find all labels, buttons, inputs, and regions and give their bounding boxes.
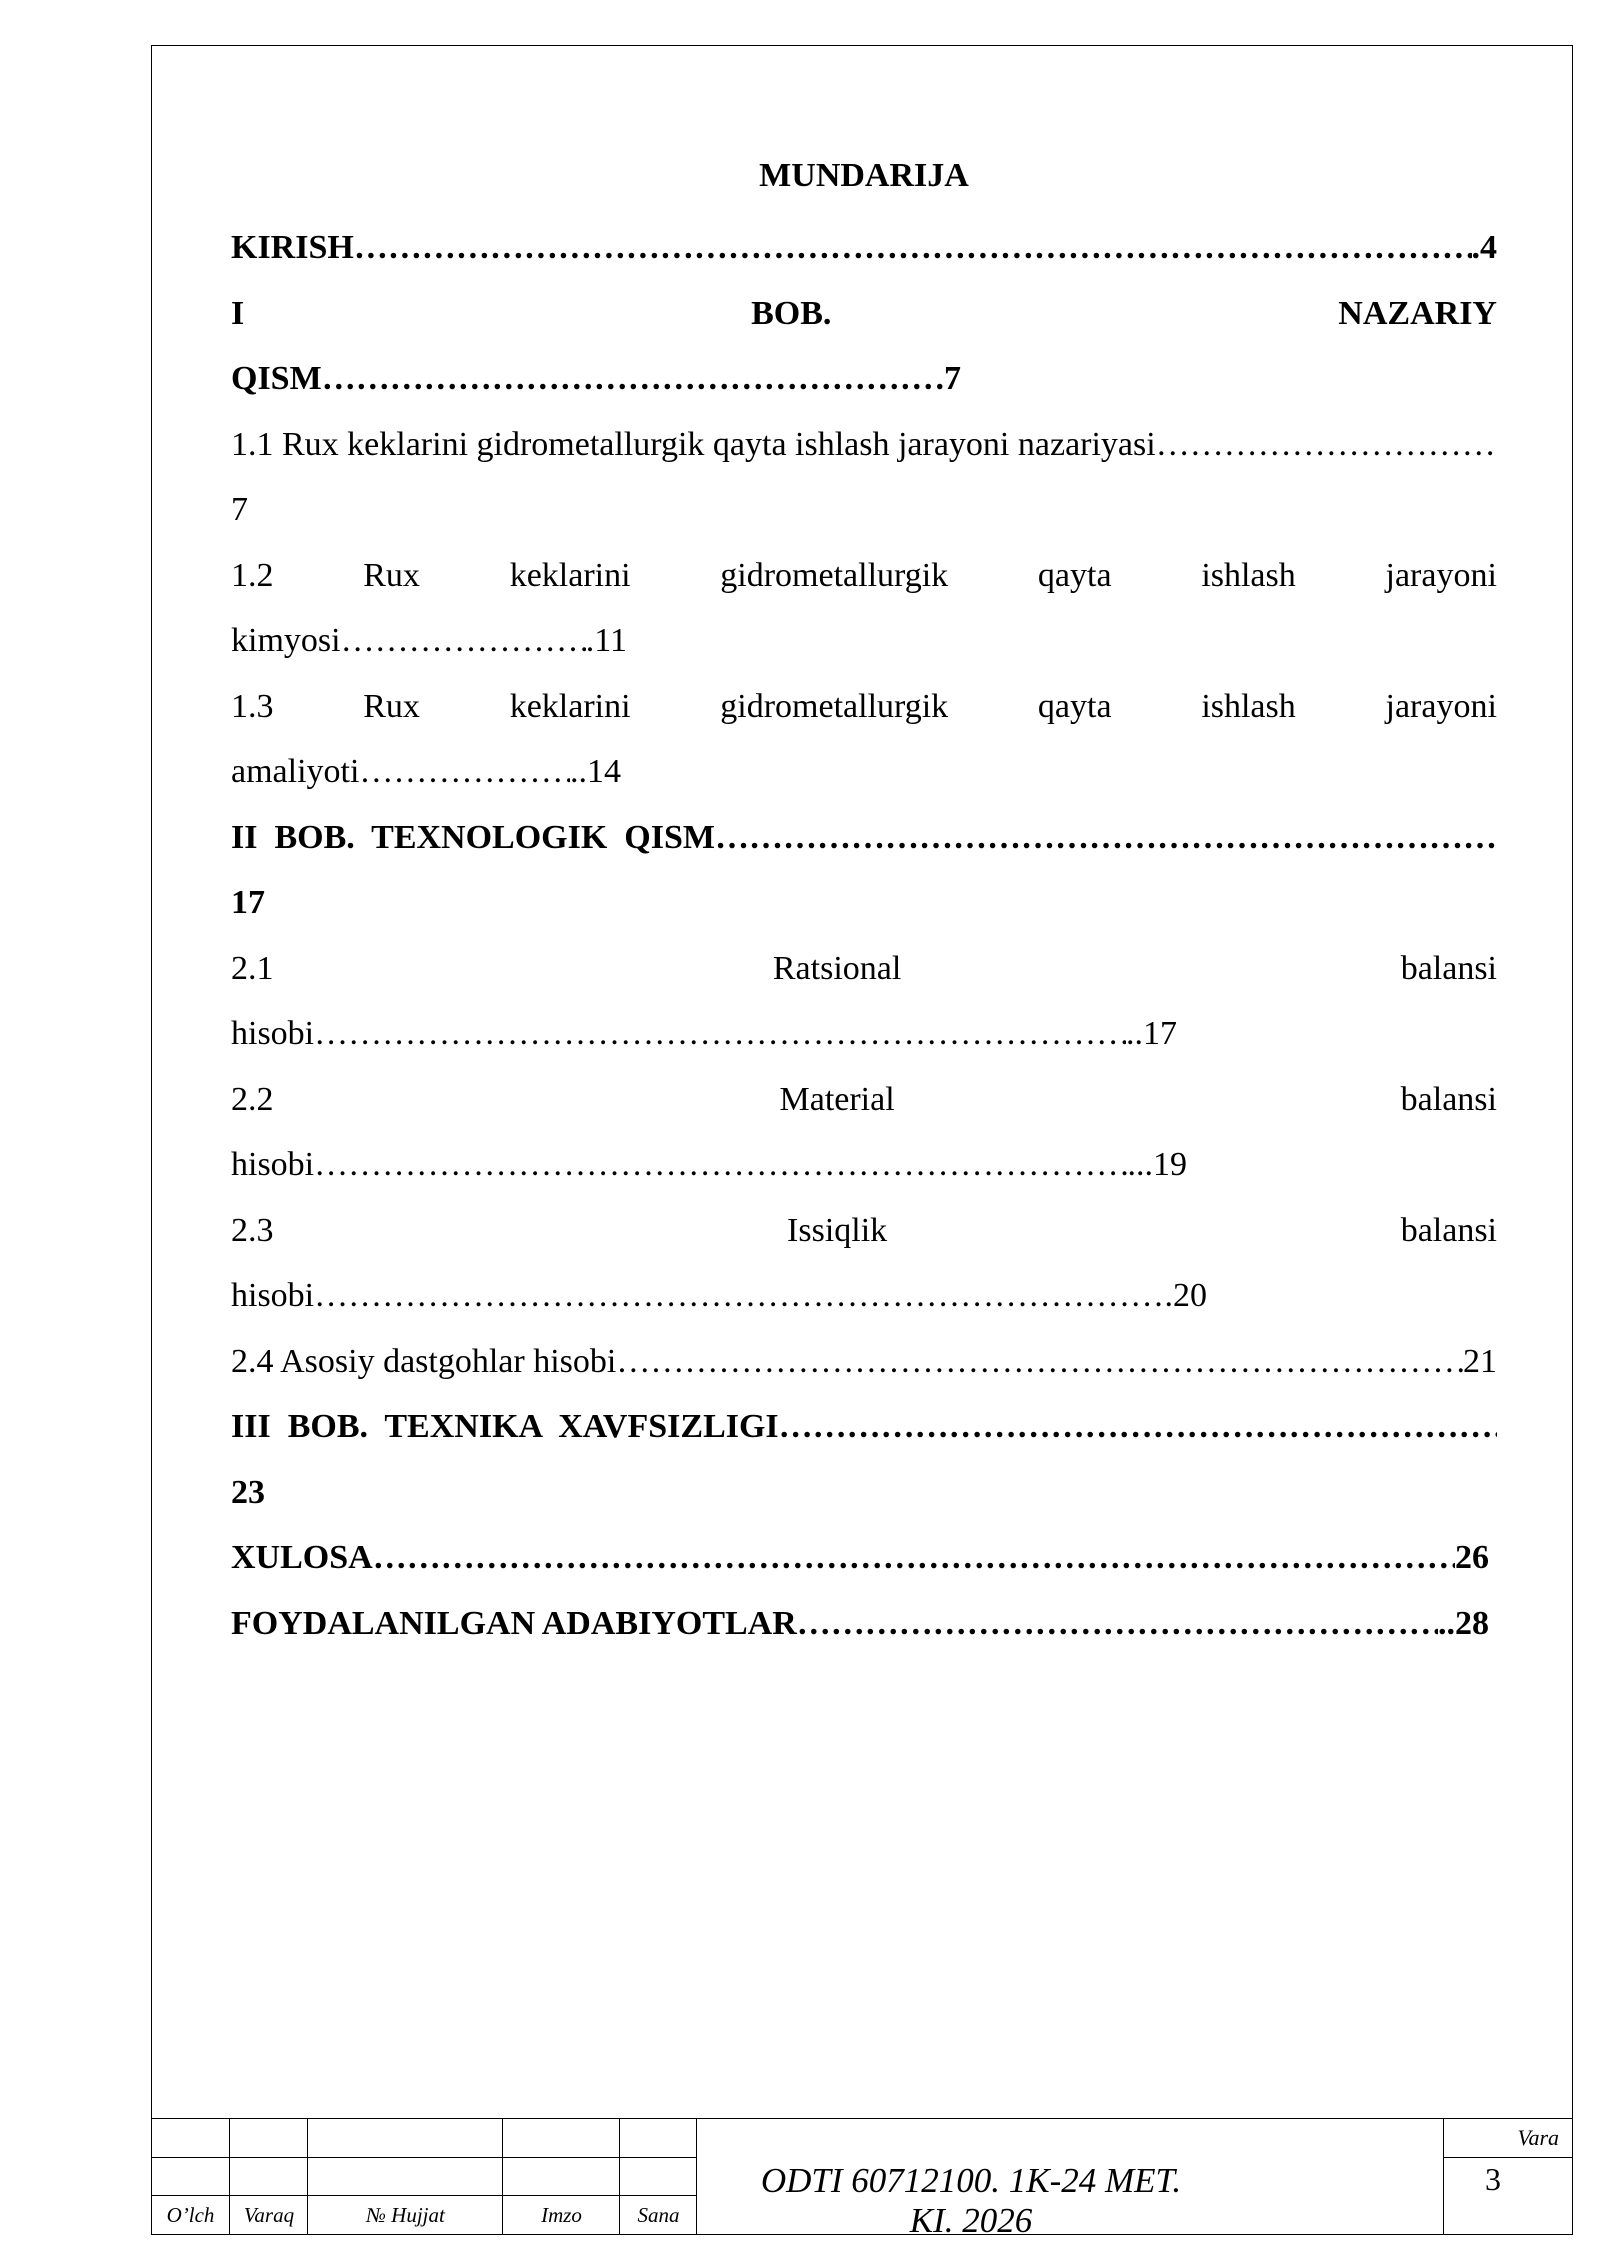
toc-word: ishlash bbox=[1201, 556, 1296, 594]
toc-word: keklarini bbox=[509, 687, 631, 725]
toc-entry-label: XULOSA bbox=[231, 1539, 373, 1576]
toc-entry-label: 2.4 Asosiy dastgohlar hisobi bbox=[231, 1342, 617, 1380]
toc-entry-label: III BOB. TEXNIKA XAVFSIZLIGI bbox=[231, 1408, 779, 1445]
toc-entry-bob1 bbox=[231, 281, 1497, 347]
toc-word: I bbox=[231, 294, 245, 332]
toc-word: qayta bbox=[1037, 556, 1112, 594]
toc-title: MUNDARIJA bbox=[759, 157, 969, 194]
toc-word: ishlash bbox=[1201, 687, 1296, 725]
toc-entry-label: kimyosi bbox=[231, 622, 341, 659]
toc-entry-page: .20 bbox=[1164, 1277, 1207, 1314]
dot-leader bbox=[1156, 412, 1497, 478]
toc-word: 2.3 bbox=[231, 1211, 274, 1249]
toc-entry-1-2 bbox=[231, 543, 1497, 609]
stamp-label-varaq: Varaq bbox=[243, 2203, 295, 2227]
toc-entry-1-3 bbox=[231, 674, 1497, 740]
toc-entry-2-3 bbox=[231, 1198, 1497, 1264]
page-number: 3 bbox=[1485, 2161, 1501, 2197]
toc-entry-page: ..28 bbox=[1438, 1604, 1489, 1642]
toc-word: Rux bbox=[363, 556, 420, 594]
toc-entry-page: 26 bbox=[1455, 1539, 1489, 1576]
toc-word: Ratsional bbox=[772, 949, 902, 987]
toc-entry-bob2 bbox=[231, 805, 1497, 871]
document-code: ODTI 60712100. 1K-24 MET. KI. 2026 bbox=[760, 2161, 1182, 2240]
toc-entry-page: .11 bbox=[585, 622, 627, 659]
toc-entry-kirish bbox=[231, 215, 1497, 281]
toc-entry-label: hisobi bbox=[231, 1146, 315, 1183]
toc-entry-1-1 bbox=[231, 412, 1497, 478]
toc-entry-xulosa bbox=[231, 1525, 1489, 1591]
toc-entry-2-1-cont bbox=[231, 1001, 1177, 1067]
stamp-page-box-divider bbox=[1443, 2119, 1444, 2234]
toc-entry-page: ..14 bbox=[570, 753, 621, 790]
toc-entry-label: QISM bbox=[231, 360, 322, 397]
toc-word: Rux bbox=[363, 687, 420, 725]
toc-entry-1-2-cont bbox=[231, 608, 627, 674]
dot-leader bbox=[616, 1329, 1463, 1395]
dot-leader bbox=[314, 1263, 1164, 1329]
stamp-label-sana: Sana bbox=[637, 2203, 680, 2227]
toc-word: Material bbox=[779, 1080, 895, 1118]
dot-leader bbox=[341, 608, 586, 674]
toc-entry-page: ..17 bbox=[1126, 1015, 1177, 1052]
toc-entry-2-2-cont bbox=[231, 1132, 1187, 1198]
toc-word: keklarini bbox=[509, 556, 631, 594]
toc-entry-adabiyotlar bbox=[231, 1591, 1489, 1657]
toc-entry-page: 21 bbox=[1463, 1342, 1497, 1380]
dot-leader bbox=[314, 1132, 1127, 1198]
toc-word: balansi bbox=[1400, 949, 1497, 987]
toc-word: jarayoni bbox=[1385, 687, 1497, 725]
dot-leader bbox=[797, 1591, 1438, 1657]
toc-word: 1.2 bbox=[231, 556, 274, 594]
dot-leader bbox=[322, 346, 936, 412]
toc-entry-2-2 bbox=[231, 1067, 1497, 1133]
toc-word: gidrometallurgik bbox=[720, 687, 949, 725]
dot-leader bbox=[715, 805, 1497, 871]
toc-word: 2.1 bbox=[231, 949, 274, 987]
toc-word: balansi bbox=[1400, 1211, 1497, 1249]
toc-entry-page: .4 bbox=[1471, 229, 1497, 266]
toc-entry-bob3 bbox=[231, 1394, 1497, 1460]
dot-leader bbox=[779, 1394, 1497, 1460]
toc-word: qayta bbox=[1037, 687, 1112, 725]
toc-entry-label: KIRISH bbox=[231, 229, 354, 266]
toc-entry-bob2-page: 17 bbox=[231, 884, 265, 921]
dot-leader bbox=[314, 1001, 1126, 1067]
toc-word: BOB. bbox=[751, 294, 832, 332]
stamp-label-hujjat: № Hujjat bbox=[366, 2203, 445, 2227]
toc-entry-1-3-cont bbox=[231, 739, 621, 805]
title-block bbox=[151, 2118, 1573, 2240]
toc-word: NAZARIY bbox=[1338, 294, 1497, 332]
toc-entry-label: hisobi bbox=[231, 1015, 315, 1052]
stamp-row-line bbox=[151, 2195, 697, 2196]
table-of-contents bbox=[231, 150, 1497, 1656]
stamp-row-line bbox=[1444, 2157, 1573, 2158]
toc-entry-label: FOYDALANILGAN ADABIYOTLAR bbox=[231, 1604, 797, 1642]
toc-entry-page: .7 bbox=[935, 360, 961, 397]
dot-leader bbox=[359, 739, 570, 805]
dot-leader bbox=[373, 1525, 1455, 1591]
toc-entry-bob1-cont bbox=[231, 346, 961, 412]
toc-entry-page: ...19 bbox=[1127, 1146, 1187, 1183]
toc-entry-bob3-page: 23 bbox=[231, 1473, 265, 1511]
toc-entry-2-4 bbox=[231, 1329, 1497, 1395]
toc-entry-2-1 bbox=[231, 936, 1497, 1002]
toc-entry-label: II BOB. TEXNOLOGIK QISM bbox=[231, 818, 715, 856]
toc-entry-label: 1.1 Rux keklarini gidrometallurgik qayta ishlash jarayoni nazariyasi bbox=[231, 425, 1156, 463]
toc-entry-2-3-cont bbox=[231, 1263, 1207, 1329]
toc-word: 2.2 bbox=[231, 1080, 274, 1118]
toc-word: gidrometallurgik bbox=[720, 556, 949, 594]
stamp-row-line bbox=[151, 2157, 697, 2158]
toc-word: balansi bbox=[1400, 1080, 1497, 1118]
toc-entry-1-1-page: 7 bbox=[231, 491, 248, 528]
toc-entry-label: hisobi bbox=[231, 1277, 315, 1314]
toc-word: Issiqlik bbox=[787, 1211, 888, 1249]
toc-word: 1.3 bbox=[231, 687, 274, 725]
stamp-label-imzo: Imzo bbox=[541, 2203, 582, 2227]
stamp-label-olch: O’lch bbox=[166, 2203, 215, 2227]
stamp-label-vara: Vara bbox=[1517, 2125, 1559, 2150]
toc-word: jarayoni bbox=[1385, 556, 1497, 594]
dot-leader bbox=[354, 215, 1472, 281]
toc-entry-label: amaliyoti bbox=[231, 753, 360, 790]
